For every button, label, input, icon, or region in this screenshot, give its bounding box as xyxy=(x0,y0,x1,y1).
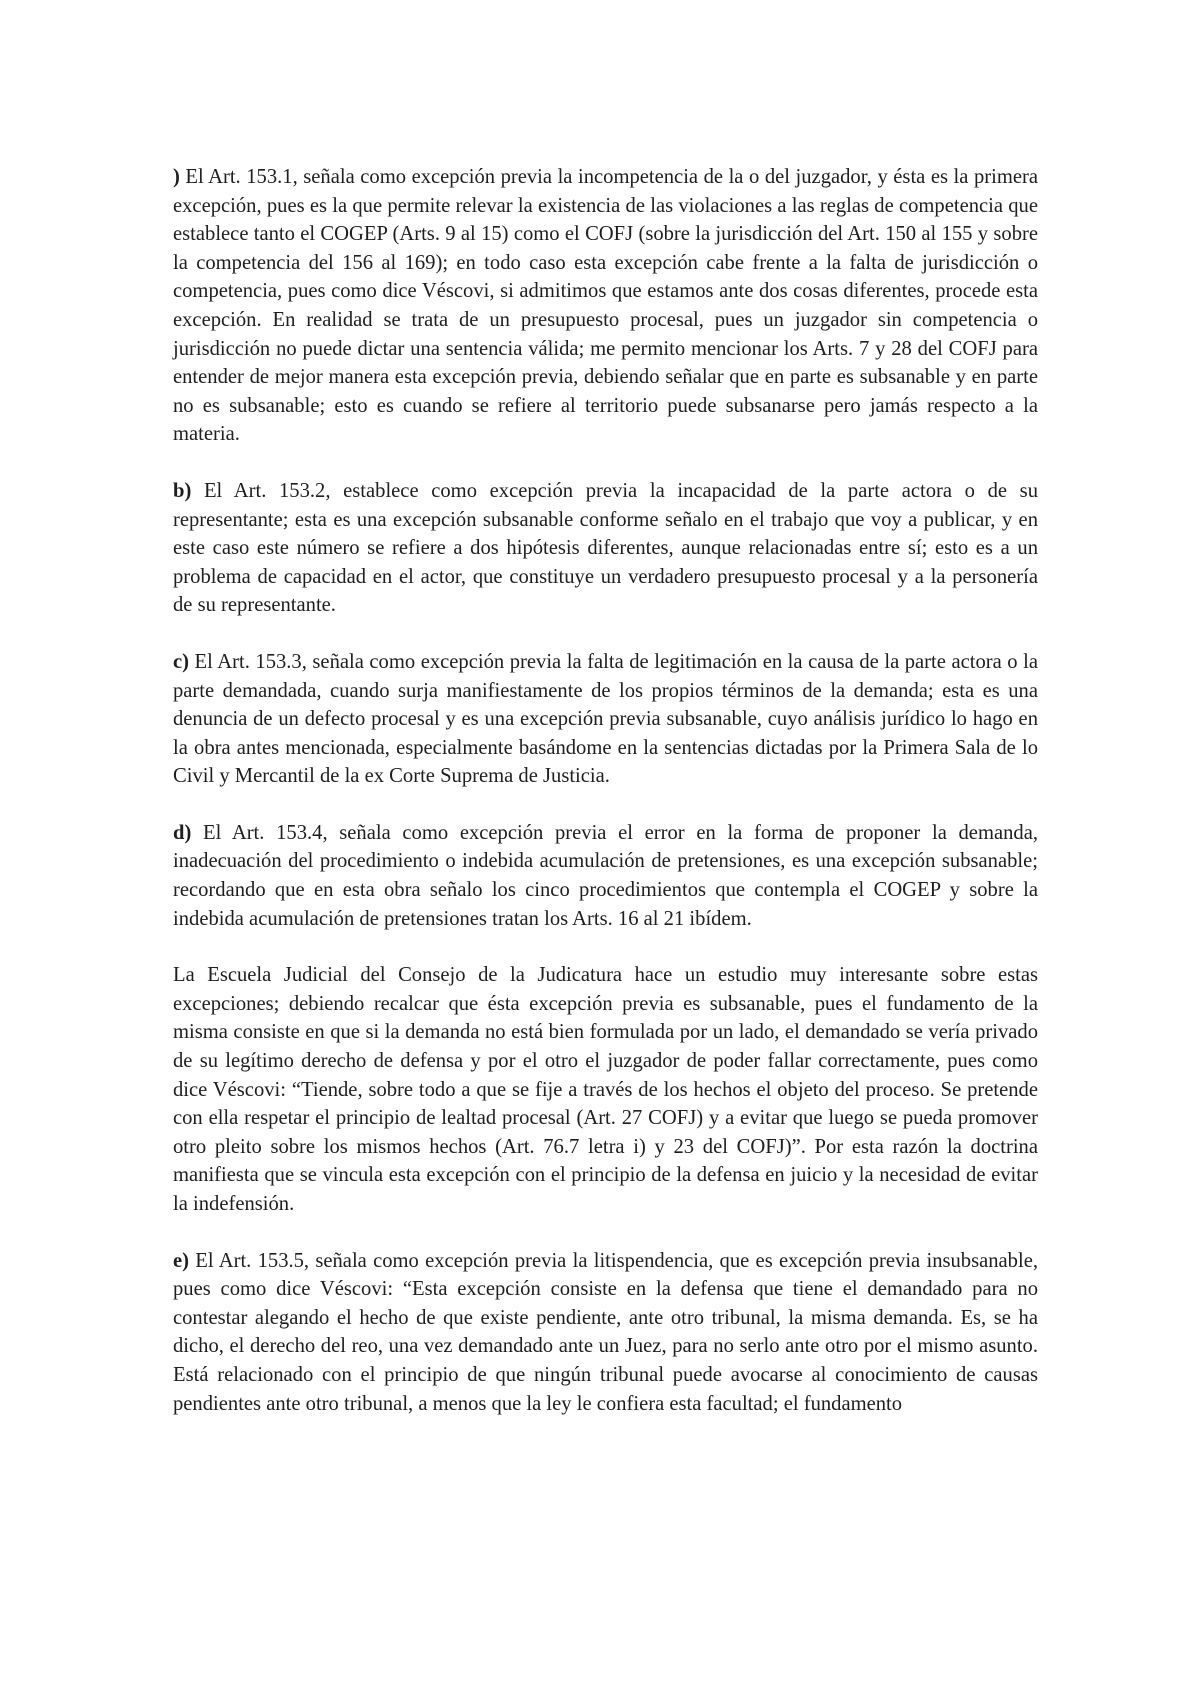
paragraph-text: La Escuela Judicial del Consejo de la Judicatura hace un estudio muy interesante sobre estas excepciones; debiendo recalcar que ésta excepción previa es subsanable, pues el fundamento de la misma consiste en que si la demanda no está bien formulada por un lado, el demandado se vería privado de su legítimo derecho de defensa y por el otro el juzgador de poder fallar correctamente, pues como dice Véscovi: “Tiende, sobre todo a que se fije a través de los hechos el objeto del proceso. Se pretende con ella respetar el principio de lealtad procesal (Art. 27 COFJ) y a evitar que luego se pueda promover otro pleito sobre los mismos hechos (Art. 76.7 letra i) y 23 del COFJ)”. Por esta razón la doctrina manifiesta que se vincula esta excepción con el principio de la defensa en juicio y la necesidad de evitar la indefensión. xyxy=(173,964,1038,1215)
paragraph-text: El Art. 153.2, establece como excepción previa la incapacidad de la parte actora o de su representante; esta es una excepción subsanable conforme señalo en el trabajo que voy a publicar, y en este caso este número se refiere a dos hipótesis diferentes, aunque relacionadas entre sí; esto es a un problema de capacidad en el actor, que constituye un verdadero presupuesto procesal y a la personería de su representante. xyxy=(173,479,1038,617)
item-label: b) xyxy=(173,479,192,502)
paragraph-text: El Art. 153.5, señala como excepción previa la litispendencia, que es excepción previa insubsanable, pues como dice Véscovi: “Esta excepción consiste en la defensa que tiene el demandado para no contestar alegando el hecho de que existe pendiente, ante otro tribunal, la misma demanda. Es, se ha dicho, el derecho del reo, una vez demandado ante un Juez, para no serlo ante otro por el mismo asunto. Está relacionado con el principio de que ningún tribunal puede avocarse al conocimiento de causas pendientes ante otro tribunal, a menos que la ley le confiera esta facultad; el fundamento xyxy=(173,1249,1038,1415)
paragraph-b xyxy=(173,477,1038,620)
paragraph-escuela-judicial xyxy=(173,961,1038,1218)
paragraph-e xyxy=(173,1247,1038,1419)
paragraph-a xyxy=(173,163,1038,449)
paragraph-c xyxy=(173,648,1038,791)
paragraph-text: El Art. 153.3, señala como excepción previa la falta de legitimación en la causa de la parte actora o la parte demandada, cuando surja manifiestamente de los propios términos de la demanda; esta es una denuncia de un defecto procesal y es una excepción previa subsanable, cuyo análisis jurídico lo hago en la obra antes mencionada, especialmente basándome en la sentencias dictadas por la Primera Sala de lo Civil y Mercantil de la ex Corte Suprema de Justicia. xyxy=(173,650,1038,788)
item-label: c) xyxy=(173,650,189,673)
item-label: d) xyxy=(173,821,192,844)
item-label: e) xyxy=(173,1249,189,1272)
paragraph-text: El Art. 153.4, señala como excepción previa el error en la forma de proponer la demanda, inadecuación del procedimiento o indebida acumulación de pretensiones, es una excepción subsanable; recordando que en esta obra señalo los cinco procedimientos que contempla el COGEP y sobre la indebida acumulación de pretensiones tratan los Arts. 16 al 21 ibídem. xyxy=(173,821,1038,930)
document-page xyxy=(173,163,1038,1446)
item-label: ) xyxy=(173,166,180,188)
paragraph-text: El Art. 153.1, señala como excepción previa la incompetencia de la o del juzgador, y ésta es la primera excepción, pues es la que permite relevar la existencia de las violaciones a las reglas de competencia que establece tanto el COGEP (Arts. 9 al 15) como el COFJ (sobre la jurisdicción del Art. 150 al 155 y sobre la competencia del 156 al 169); en todo caso esta excepción cabe frente a la falta de jurisdicción o competencia, pues como dice Véscovi, si admitimos que estamos ante dos cosas diferentes, procede esta excepción. En realidad se trata de un presupuesto procesal, pues un juzgador sin competencia o jurisdicción no puede dictar una sentencia válida; me permito mencionar los Arts. 7 y 28 del COFJ para entender de mejor manera esta excepción previa, debiendo señalar que en parte es subsanable y en parte no es subsanable; esto es cuando se refiere al territorio puede subsanarse pero jamás respecto a la materia. xyxy=(173,166,1038,446)
paragraph-d xyxy=(173,819,1038,933)
